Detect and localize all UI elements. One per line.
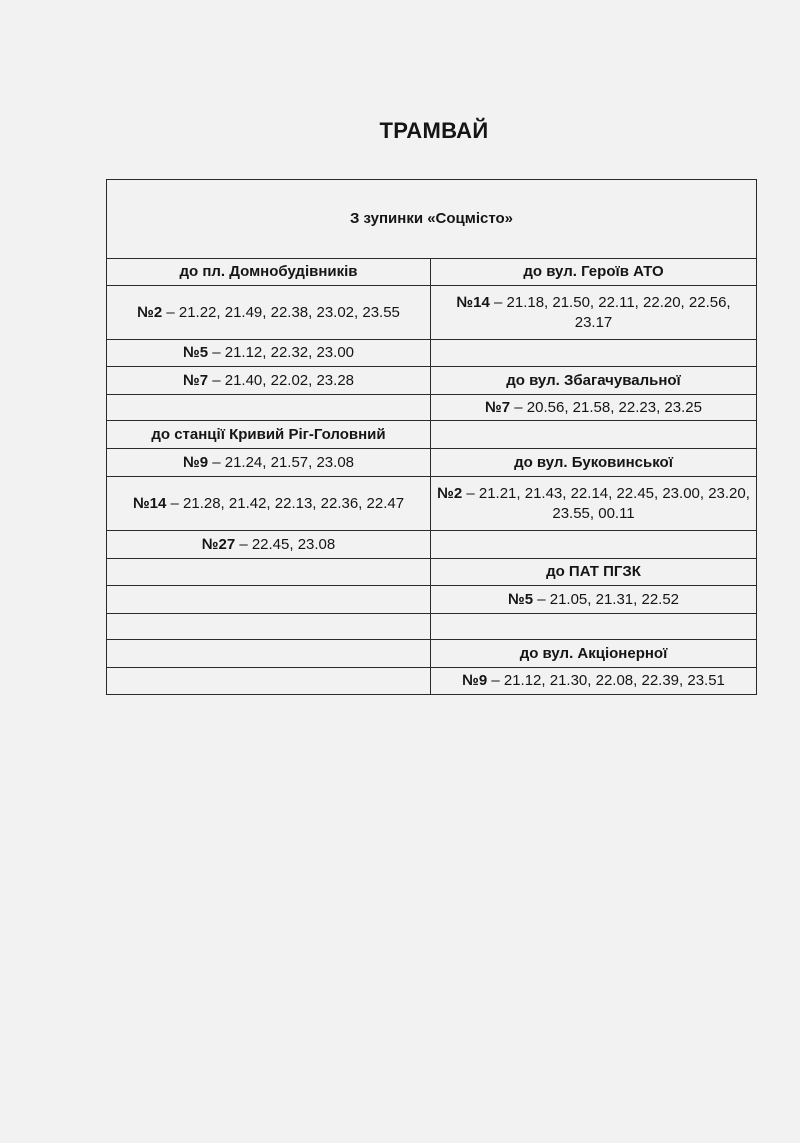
departure-times: – 20.56, 21.58, 22.23, 23.25 <box>510 398 702 416</box>
table-row <box>107 259 757 286</box>
route-number: №9 <box>182 453 209 471</box>
table-row <box>107 477 757 531</box>
cell-right <box>431 449 757 477</box>
table-row <box>107 614 757 640</box>
destination-heading: до вул. Героїв АТО <box>523 263 664 280</box>
table-row <box>107 668 757 695</box>
table-row <box>107 449 757 477</box>
cell-left <box>107 531 431 559</box>
route-number: №7 <box>182 371 209 389</box>
route-number: №2 <box>437 484 463 502</box>
cell-right <box>431 640 757 668</box>
cell-right <box>431 586 757 614</box>
cell-right <box>431 477 757 531</box>
departure-times: – 21.22, 21.49, 22.38, 23.02, 23.55 <box>162 303 400 321</box>
page-title: ТРАМВАЙ <box>379 118 489 143</box>
departure-times: – 21.05, 21.31, 22.52 <box>533 590 680 608</box>
departure-times: – 22.45, 23.08 <box>235 535 336 553</box>
destination-heading: до вул. Буковинської <box>514 453 673 471</box>
cell-left <box>107 640 431 668</box>
cell-left <box>107 668 431 695</box>
destination-heading: до вул. Збагачувальної <box>506 371 681 389</box>
cell-left <box>107 421 431 449</box>
route-number: №2 <box>137 303 163 321</box>
table-row <box>107 340 757 367</box>
cell-right <box>431 668 757 695</box>
cell-right <box>431 367 757 395</box>
cell-left <box>107 286 431 340</box>
schedule-table <box>106 179 757 695</box>
departure-times: – 21.21, 21.43, 22.14, 22.45, 23.00, 23.20, 23.55, 00.11 <box>462 484 750 522</box>
departure-times: – 21.12, 22.32, 23.00 <box>208 344 355 361</box>
cell-right <box>431 421 757 449</box>
cell-left <box>107 477 431 531</box>
cell-left <box>107 449 431 477</box>
cell-left <box>107 586 431 614</box>
route-number: №5 <box>507 590 534 608</box>
route-number: №5 <box>182 344 209 361</box>
table-row <box>107 367 757 395</box>
departure-times: – 21.24, 21.57, 23.08 <box>208 453 355 471</box>
cell-left <box>107 367 431 395</box>
cell-right <box>431 614 757 640</box>
destination-heading: до станції Кривий Ріг-Головний <box>151 425 386 443</box>
destination-heading: до ПАТ ПГЗК <box>546 563 641 580</box>
cell-right <box>431 531 757 559</box>
table-row <box>107 421 757 449</box>
cell-right <box>431 340 757 367</box>
stop-row <box>107 180 757 259</box>
schedule-body <box>107 180 757 695</box>
route-number: №14 <box>456 293 490 311</box>
departure-times: – 21.18, 21.50, 22.11, 22.20, 22.56, 23.17 <box>489 293 731 331</box>
cell-left <box>107 395 431 421</box>
route-number: №27 <box>201 535 236 553</box>
cell-left <box>107 614 431 640</box>
route-number: №14 <box>132 494 167 512</box>
route-number: №7 <box>485 398 511 416</box>
departure-times: – 21.28, 21.42, 22.13, 22.36, 22.47 <box>166 494 405 512</box>
table-row <box>107 286 757 340</box>
cell-left <box>107 559 431 586</box>
cell-right <box>431 259 757 286</box>
destination-heading: до вул. Акціонерної <box>519 644 668 662</box>
cell-left <box>107 340 431 367</box>
cell-left <box>107 259 431 286</box>
table-row <box>107 559 757 586</box>
cell-right <box>431 559 757 586</box>
cell-right <box>431 395 757 421</box>
route-number: №9 <box>462 672 488 689</box>
destination-heading: до пл. Домнобудівників <box>179 263 358 280</box>
table-row <box>107 531 757 559</box>
cell-right <box>431 286 757 340</box>
table-row <box>107 395 757 421</box>
departure-times: – 21.12, 21.30, 22.08, 22.39, 23.51 <box>487 672 725 689</box>
table-row <box>107 586 757 614</box>
table-row <box>107 640 757 668</box>
departure-times: – 21.40, 22.02, 23.28 <box>208 371 355 389</box>
stop-name: З зупинки «Соцмісто» <box>107 180 757 259</box>
